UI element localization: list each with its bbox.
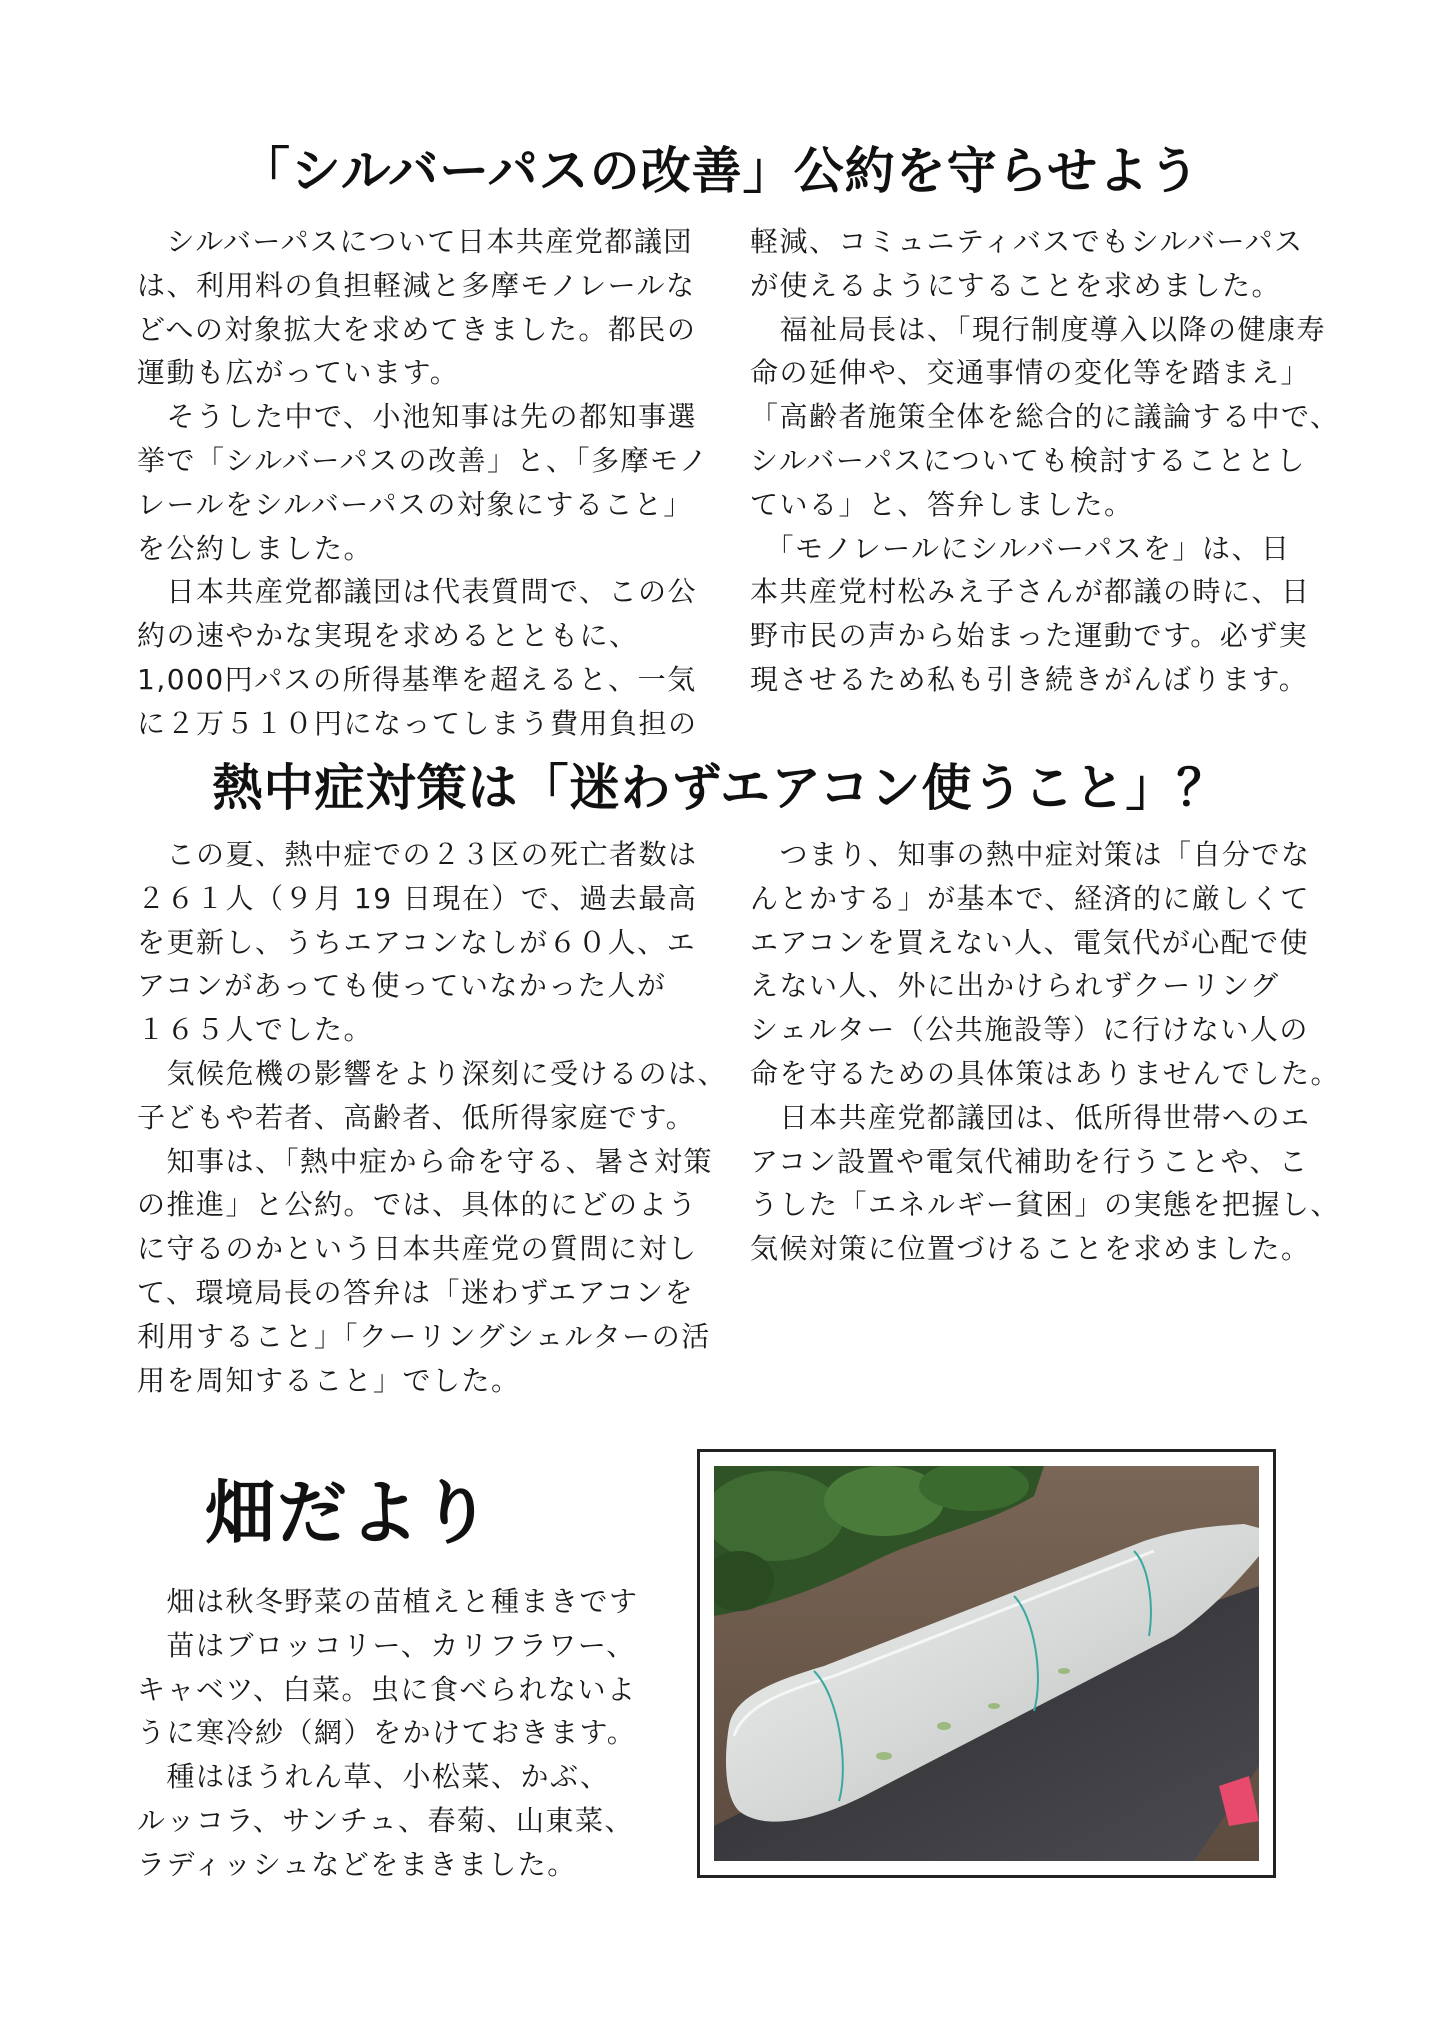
text-line: そうした中で、小池知事は先の都知事選 bbox=[137, 400, 697, 434]
text-line: 苗はブロッコリー、カリフラワー、 bbox=[137, 1628, 636, 1662]
text-line: が使えるようにすることを求めました。 bbox=[750, 268, 1282, 302]
text-line: ２６１人（９月 19 日現在）で、過去最高 bbox=[137, 881, 698, 915]
text-line: 「モノレールにシルバーパスを」は、日 bbox=[750, 531, 1291, 565]
text-line: 畑は秋冬野菜の苗植えと種まきです bbox=[137, 1585, 639, 1618]
text-line: １６５人でした。 bbox=[137, 1013, 374, 1047]
text-line: 日本共産党都議団は、低所得世帯へのエ bbox=[750, 1100, 1311, 1134]
text-line: えない人、外に出かけられずクーリング bbox=[750, 969, 1280, 1003]
field-photo-illustration bbox=[714, 1466, 1259, 1861]
text-line: の推進」と公約。では、具体的にどのよう bbox=[137, 1188, 698, 1222]
text-line: うに寒冷紗（網）をかけておきます。 bbox=[137, 1716, 637, 1750]
text-line: 用を周知すること」でした。 bbox=[137, 1363, 521, 1397]
field-photo bbox=[714, 1466, 1259, 1861]
text-line: ラディッシュなどをまきました。 bbox=[137, 1847, 577, 1881]
text-line: んとかする」が基本で、経済的に厳しくて bbox=[750, 881, 1310, 915]
text-line: 現させるため私も引き続きがんばります。 bbox=[750, 662, 1309, 696]
text-line: ルッコラ、サンチュ、春菊、山東菜、 bbox=[137, 1803, 635, 1837]
text-line: うした「エネルギー貧困」の実態を把握し、 bbox=[750, 1188, 1341, 1222]
text-line: 利用すること」「クーリングシェルターの活 bbox=[137, 1319, 711, 1353]
text-line: を公約しました。 bbox=[137, 531, 374, 565]
text-line: 挙で「シルバーパスの改善」と、「多摩モノ bbox=[137, 443, 709, 477]
text-line: て、環境局長の答弁は「迷わずエアコンを bbox=[137, 1275, 695, 1309]
hatake-column bbox=[137, 1580, 639, 1887]
text-line: 福祉局長は、「現行制度導入以降の健康寿 bbox=[750, 312, 1327, 346]
text-line: アコンがあっても使っていなかった人が bbox=[137, 969, 667, 1003]
text-line: 命の延伸や、交通事情の変化等を踏まえ」 bbox=[750, 356, 1310, 390]
article2-heading: 熱中症対策は「迷わずエアコン使うこと」？ bbox=[212, 759, 1228, 817]
text-line: 命を守るための具体策はありませんでした。 bbox=[750, 1056, 1341, 1090]
article1-heading: 「シルバーパスの改善」公約を守らせよう bbox=[239, 142, 1201, 200]
text-line: エアコンを買えない人、電気代が心配で使 bbox=[750, 925, 1310, 959]
text-line: 知事は、「熱中症から命を守る、暑さ対策 bbox=[137, 1144, 714, 1178]
text-line: を更新し、うちエアコンなしが６０人、エ bbox=[137, 925, 697, 959]
text-line: アコン設置や電気代補助を行うことや、こ bbox=[750, 1144, 1309, 1178]
text-line: 本共産党村松みえ子さんが都議の時に、日 bbox=[750, 575, 1311, 609]
text-line: 軽減、コミュニティバスでもシルバーパス bbox=[750, 225, 1304, 258]
text-line: つまり、知事の熱中症対策は「自分でな bbox=[750, 838, 1311, 871]
text-line: ている」と、答弁しました。 bbox=[750, 487, 1134, 521]
article1-left-column bbox=[137, 220, 709, 746]
article1-right-column bbox=[750, 220, 1339, 702]
text-line: レールをシルバーパスの対象にすること」 bbox=[137, 487, 693, 521]
hatake-title: 畑だより bbox=[205, 1472, 493, 1554]
text-line: 子どもや若者、高齢者、低所得家庭です。 bbox=[137, 1100, 696, 1134]
article2-left-column bbox=[137, 833, 727, 1402]
text-line: 約の速やかな実現を求めるとともに、 bbox=[137, 619, 639, 653]
text-line: 日本共産党都議団は代表質問で、この公 bbox=[137, 575, 697, 609]
text-line: シルバーパスについても検討することとし bbox=[750, 443, 1306, 477]
text-line: 運動も広がっています。 bbox=[137, 356, 460, 390]
text-line: この夏、熱中症での２３区の死亡者数は bbox=[137, 838, 698, 871]
text-line: に２万５１０円になってしまう費用負担の bbox=[137, 706, 698, 740]
text-line: キャベツ、白菜。虫に食べられないよ bbox=[137, 1672, 637, 1706]
text-line: 1,000円パスの所得基準を超えると、一気 bbox=[137, 662, 697, 696]
text-line: に守るのかという日本共産党の質問に対し bbox=[137, 1232, 698, 1266]
article2-right-column bbox=[750, 833, 1340, 1271]
text-line: 気候対策に位置づけることを求めました。 bbox=[750, 1232, 1311, 1266]
text-line: 「高齢者施策全体を総合的に議論する中で、 bbox=[750, 400, 1340, 434]
text-line: 気候危機の影響をより深刻に受けるのは、 bbox=[137, 1056, 728, 1090]
text-line: 野市民の声から始まった運動です。必ず実 bbox=[750, 619, 1309, 653]
text-line: どへの対象拡大を求めてきました。都民の bbox=[137, 312, 697, 346]
text-line: 種はほうれん草、小松菜、かぶ、 bbox=[137, 1760, 610, 1794]
photo-frame bbox=[697, 1449, 1276, 1878]
text-line: シルバーパスについて日本共産党都議団 bbox=[137, 225, 693, 258]
text-line: シェルター（公共施設等）に行けない人の bbox=[750, 1013, 1309, 1047]
text-line: は、利用料の負担軽減と多摩モノレールな bbox=[137, 268, 696, 302]
